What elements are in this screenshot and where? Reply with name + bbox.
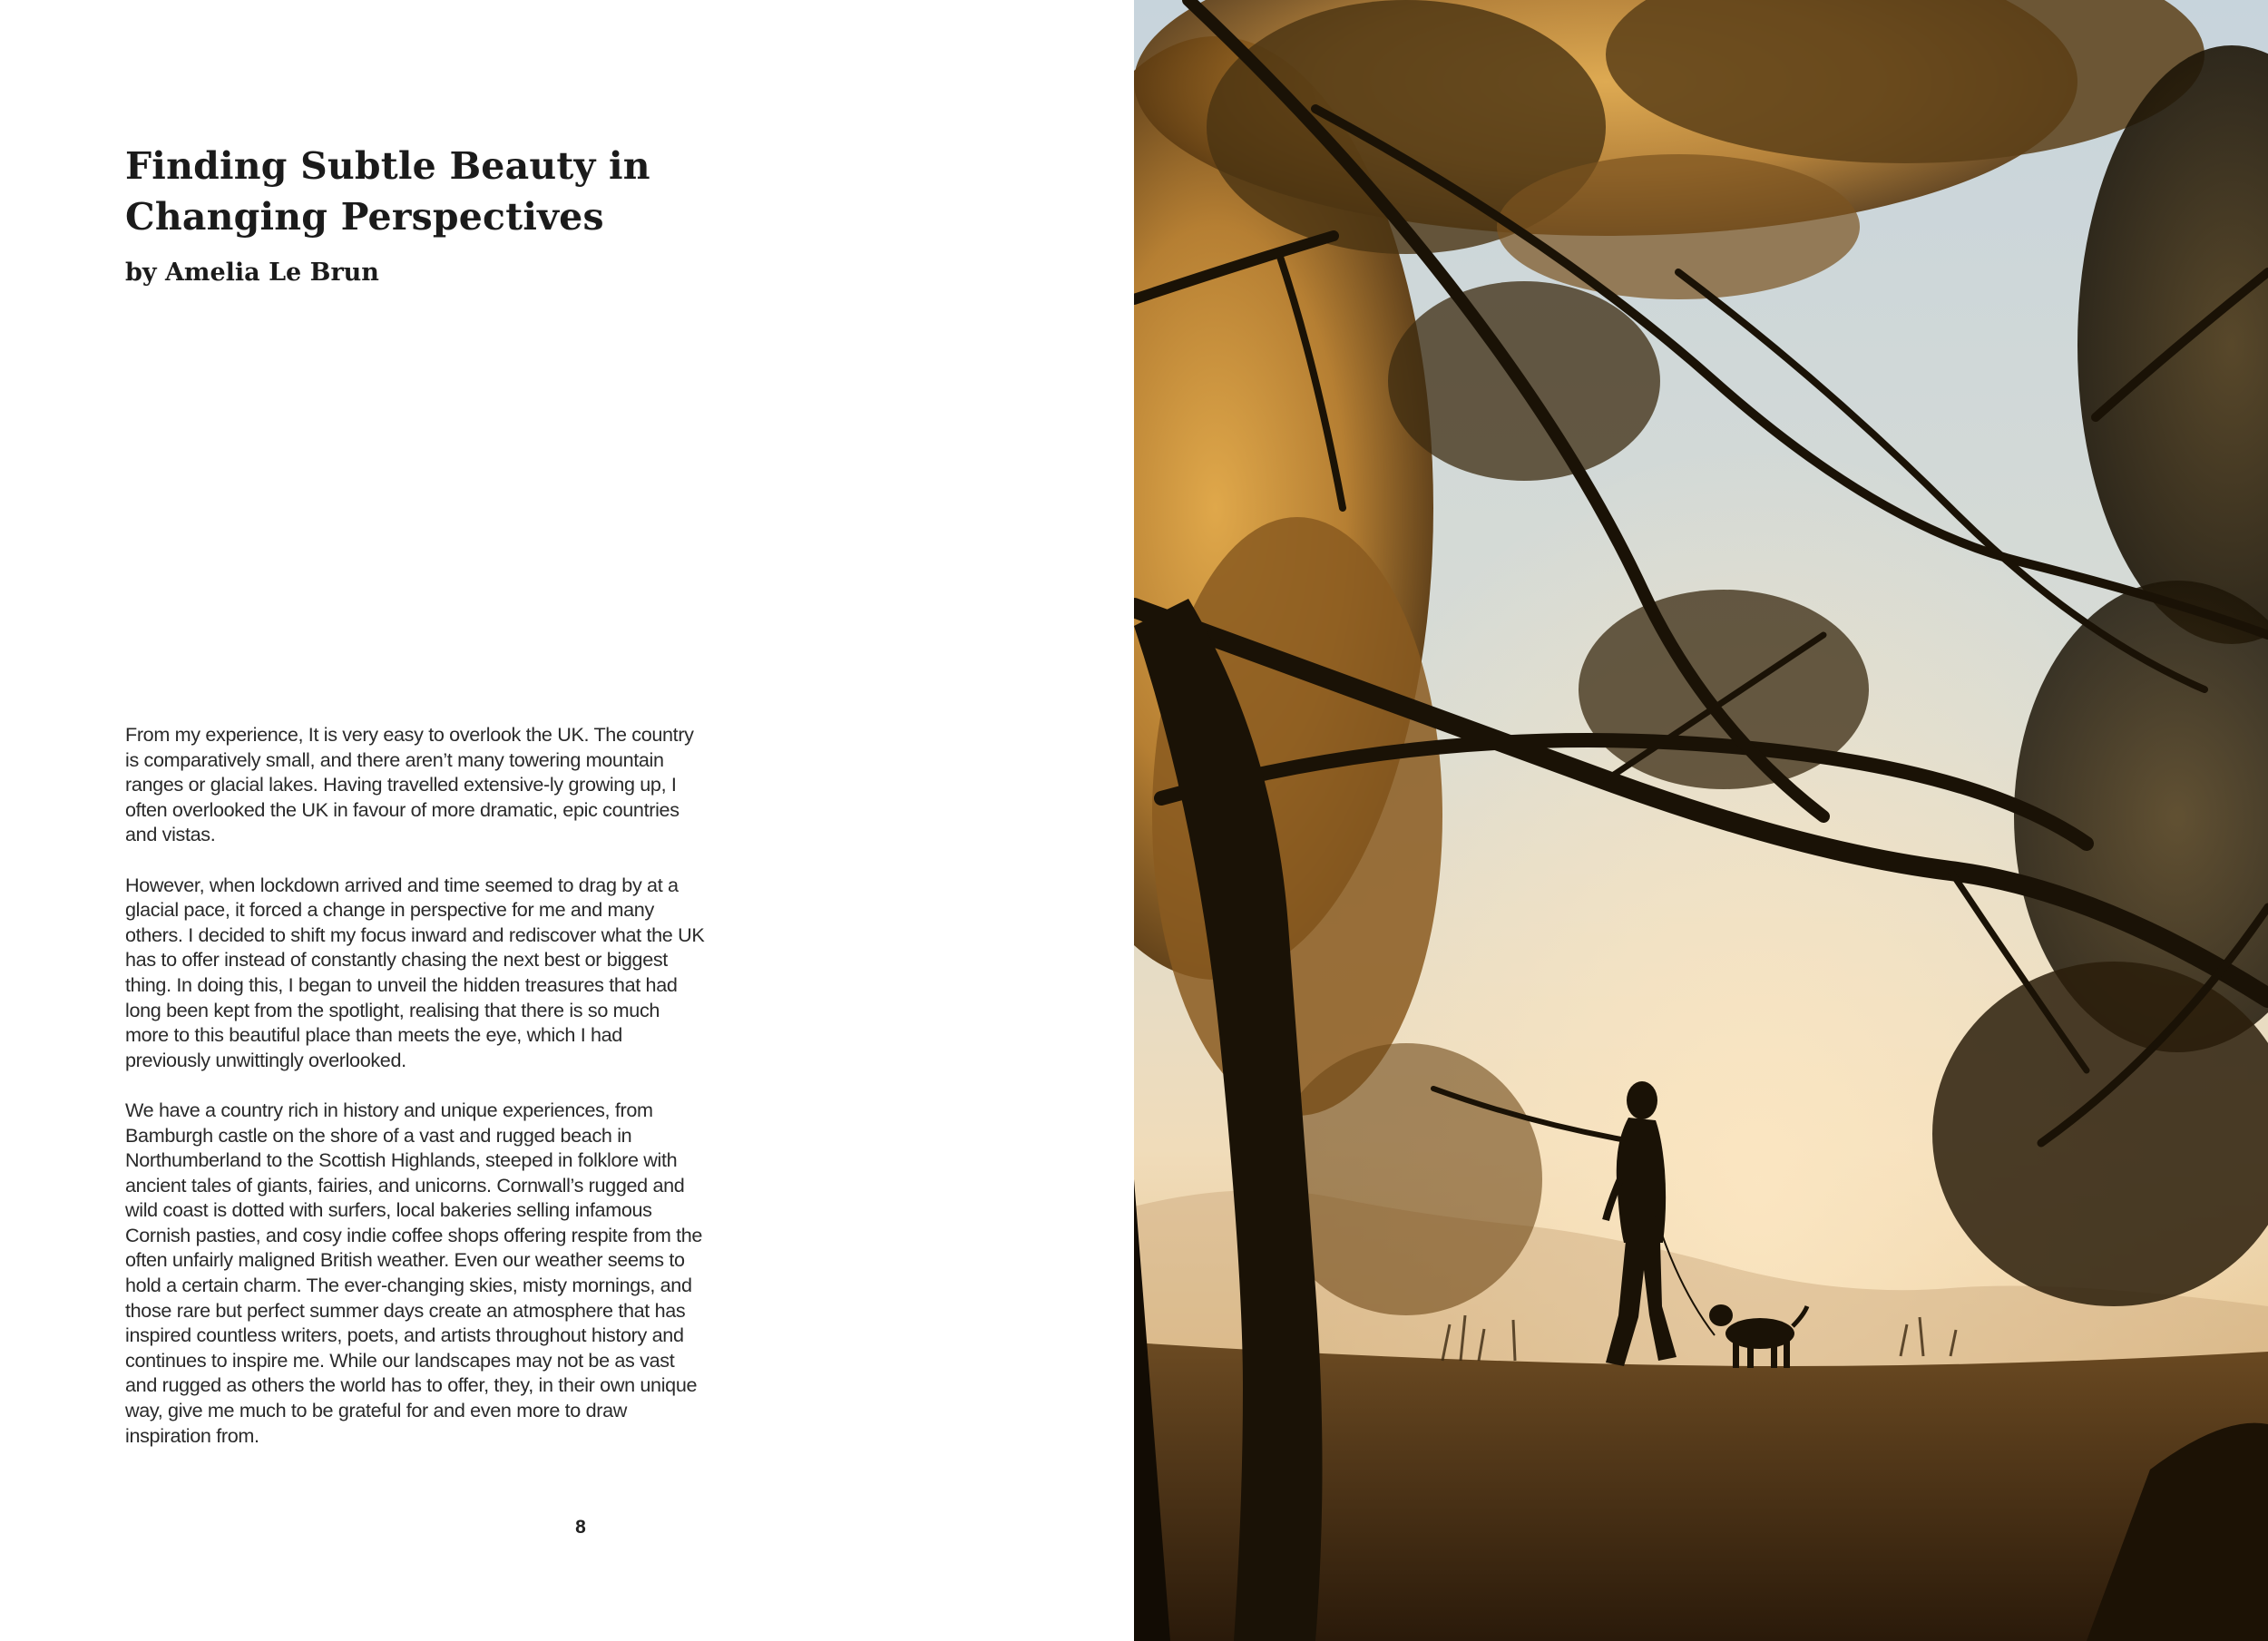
- article-paragraph: From my experience, It is very easy to overlook the UK. The country is comparatively small, and there aren’t many towering mountain ranges or glacial lakes. Having travelled extensive-ly growing up, I often overlooked the UK in favour of more dramatic, epic countries and vistas.: [125, 723, 694, 846]
- page-number: 8: [575, 1517, 586, 1538]
- article-body: [125, 722, 706, 1473]
- article-title: Finding Subtle Beauty in Changing Perspectives: [125, 144, 650, 239]
- landscape-photo: [1134, 0, 2268, 1641]
- article-paragraph: However, when lockdown arrived and time seemed to drag by at a glacial pace, it forced a change in perspective for me and many others. I decided to shift my focus inward and rediscover what the UK has to offer instead of constantly chasing the next best or biggest thing. In doing this, I began to unveil the hidden treasures that had long been kept from the spotlight, realising that there is so much more to this beautiful place than meets the eye, which I had previously unwittingly overlooked.: [125, 873, 705, 1071]
- photo-illustration: [1134, 0, 2268, 1641]
- article-byline: by Amelia Le Brun: [125, 259, 379, 287]
- article-paragraph: We have a country rich in history and unique experiences, from Bamburgh castle on the shore of a vast and rugged beach in Northumberland to the Scottish Highlands, steeped in folklore with ancient tales of giants, fairies, and unicorns. Cornwall’s rugged and wild coast is dotted with surfers, local bakeries selling infamous Cornish pasties, and cosy indie coffee shops offering respite from the often unfairly maligned British weather. Even our weather seems to hold a certain charm. The ever-changing skies, misty mornings, and those rare but perfect summer days create an atmosphere that has inspired countless writers, poets, and artists throughout history and continues to inspire me. While our landscapes may not be as vast and rugged as others the world has to offer, they, in their own unique way, give me much to be grateful for and even more to draw inspiration from.: [125, 1098, 703, 1447]
